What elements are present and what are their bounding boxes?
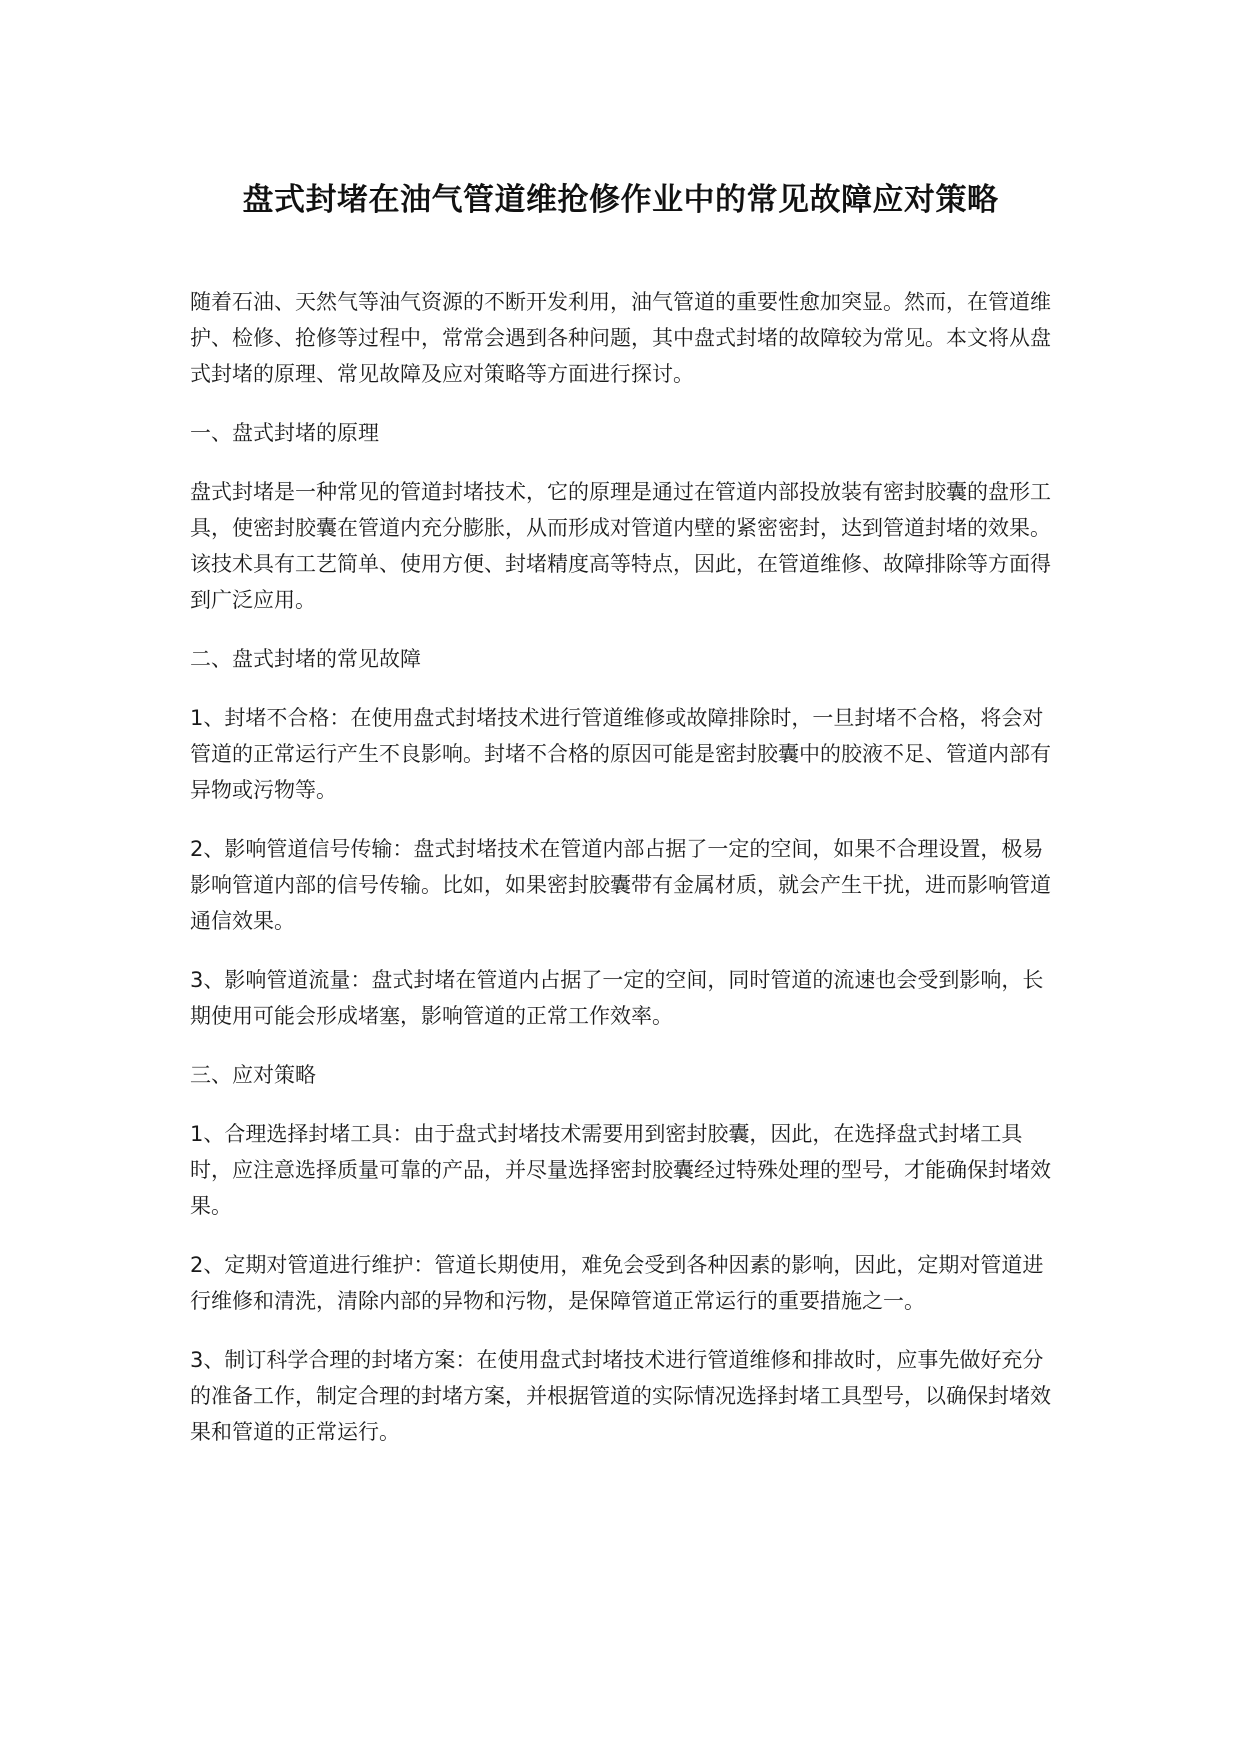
section-heading-faults: 二、盘式封堵的常见故障	[190, 647, 421, 671]
document-body	[190, 284, 1051, 1450]
strategy-item-2: 2、定期对管道进行维护：管道长期使用，难免会受到各种因素的影响，因此，定期对管道进行维修和清洗，清除内部的异物和污物，是保障管道正常运行的重要措施之一。	[190, 1253, 1044, 1313]
principle-paragraph: 盘式封堵是一种常见的管道封堵技术，它的原理是通过在管道内部投放装有密封胶囊的盘形工具，使密封胶囊在管道内充分膨胀，从而形成对管道内壁的紧密密封，达到管道封堵的效果。该技术具有工艺简单、使用方便、封堵精度高等特点，因此，在管道维修、故障排除等方面得到广泛应用。	[190, 480, 1051, 612]
fault-item-3: 3、影响管道流量：盘式封堵在管道内占据了一定的空间，同时管道的流速也会受到影响，长期使用可能会形成堵塞，影响管道的正常工作效率。	[190, 968, 1044, 1028]
intro-paragraph: 随着石油、天然气等油气资源的不断开发利用，油气管道的重要性愈加突显。然而，在管道维护、检修、抢修等过程中，常常会遇到各种问题，其中盘式封堵的故障较为常见。本文将从盘式封堵的原理、常见故障及应对策略等方面进行探讨。	[190, 290, 1051, 386]
fault-item-2: 2、影响管道信号传输：盘式封堵技术在管道内部占据了一定的空间，如果不合理设置，极易影响管道内部的信号传输。比如，如果密封胶囊带有金属材质，就会产生干扰，进而影响管道通信效果。	[190, 837, 1051, 933]
strategy-item-1: 1、合理选择封堵工具：由于盘式封堵技术需要用到密封胶囊，因此，在选择盘式封堵工具时，应注意选择质量可靠的产品，并尽量选择密封胶囊经过特殊处理的型号，才能确保封堵效果。	[190, 1122, 1051, 1218]
section-heading-principle: 一、盘式封堵的原理	[190, 421, 379, 445]
fault-item-1: 1、封堵不合格：在使用盘式封堵技术进行管道维修或故障排除时，一旦封堵不合格，将会对管道的正常运行产生不良影响。封堵不合格的原因可能是密封胶囊中的胶液不足、管道内部有异物或污物等。	[190, 706, 1051, 802]
section-heading-strategies: 三、应对策略	[190, 1063, 316, 1087]
document-title: 盘式封堵在油气管道维抢修作业中的常见故障应对策略	[242, 182, 999, 218]
strategy-item-3: 3、制订科学合理的封堵方案：在使用盘式封堵技术进行管道维修和排故时，应事先做好充分的准备工作，制定合理的封堵方案，并根据管道的实际情况选择封堵工具型号，以确保封堵效果和管道的正常运行。	[190, 1348, 1051, 1444]
